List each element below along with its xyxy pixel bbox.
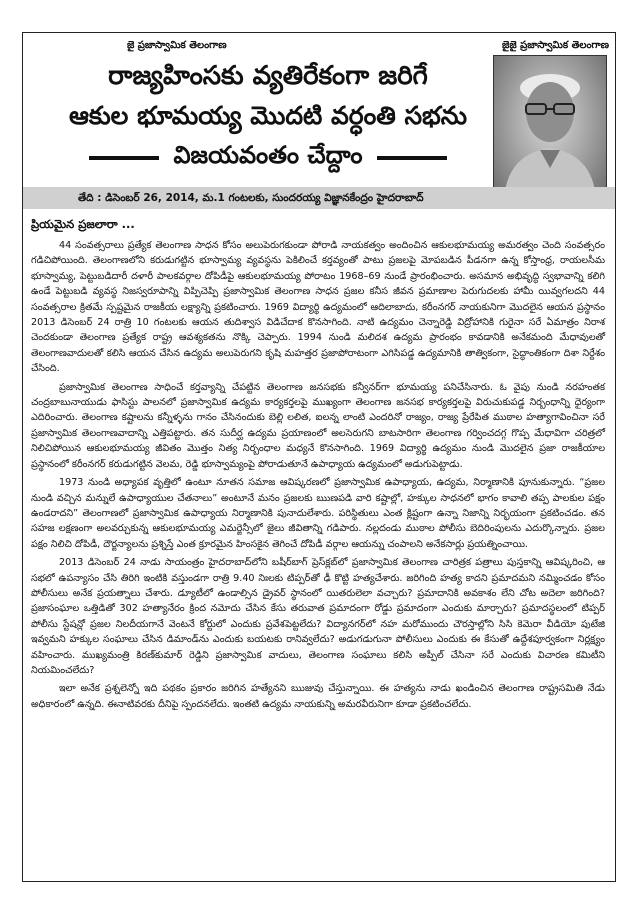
decorative-rule-left xyxy=(89,156,159,160)
decorative-rule-right xyxy=(377,156,447,160)
body-paragraph: 1973 నుండి అధ్యాపక వృత్తిలో ఉంటూ నూతన సమాజ ఆవిష్కరణలో ప్రజాస్వామిక ఉపాధ్యాయ, ఉద్యమ, నిర్మాణానికి పూనుకున్నారు. “ప్రజల నుండి వచ్చిన మన్నులే ఉపాధ్యాయుల చేతనాలు” అంటూనే మనం ప్రజలకు ఋణపడి వారి కష్టాల్లో, హక్కుల సాధనలో భాగం కావాలి తప్ప పాలకుల పక్షం ఉండరాదని” తెలంగాణలో ప్రజాస్వామిక ఉపాధ్యాయ నిర్మాణానికి పునాదులేశారు. పరిస్థితులు ఎంత క్లిష్టంగా ఉన్నా నిజాన్ని నిర్భయంగా ప్రకటించడం. తన సహజ లక్షణంగా అలవర్చుకున్న ఆకులభూమయ్య ఎమర్జెన్సీలో జైలు జీవితాన్ని గడిపారు. నల్లదండు ముఠాల పోలీసు బెదిరింపులను ఎదుర్కొన్నారు. ప్రజల పక్షం నిలిచి దోపిడీ, దౌర్జన్యాలను ప్రశ్నిస్తే ఎంత క్రూరమైన హింసకైన తెగించే దోపిడీ వర్గాల ఆయన్ను చంపాలని అనేకసార్లు ప్రయత్నించాయి. xyxy=(31,477,605,550)
headline-line-2: ఆకుల భూమయ్య మొదటి వర్ధంతి సభను xyxy=(68,101,468,130)
body-paragraph: 2013 డిసెంబర్ 24 నాడు సాయంత్రం హైదరాబాద్‌లోని బషీర్‌బాగ్ ప్రెస్‌క్లబ్‌లో ప్రజాస్వామిక తెలంగాణ చారిత్రక పత్రాలు పుస్తకాన్ని ఆవిష్కరించి, ఆ సభలో ఉపన్యాసం చేసి తిరిగి ఇంటికి వస్తుండగా రాత్రి 9.40 నిఃలకు టిప్పర్‌తో ఢీ కొట్టి హత్యచేశారు. జరిగింది హత్య కాదని ప్రమాదమని నమ్మించడం కోసం పోలీసులు అనేక ప్రయత్నాలు చేశారు. డ్యూటీలో ఉండాల్సిన డ్రైవర్ స్థానంలో యితరులెలా వచ్చారు? ప్రమాదానికి అవకాశం లేని చోట అదెలా జరిగింది? ప్రజాసంఘాల ఒత్తిడితో 302 హత్యానేరం క్రింద నమోదు చేసిన కేసు తరువాత ప్రమాదంగా రోడ్డు ప్రమాదంగా ఎందుకు మార్చారు? ప్రమాదస్థలంలో టిప్పర్ పోలీసు స్టేషన్లో ప్రజల నిలదీయగానే వెంటనే కోర్టులో ఎందుకు ప్రవేశపెట్టలేదు? విద్యానగర్‌లో నహ మరోముందు చౌరస్తాల్లోని సిసి కెమెరా వీడియో పుటేజి ఇవ్వమని హక్కుల సంఘాలు చేసిన డిమాండ్‌ను ఎందుకు బయటకు రానివ్వలేదు? అడుగడుగునా పోలీసులు ఎందుకు ఈ కేసుతో ఉద్దేశపూర్వకంగా నిర్లక్ష్యం వహించారు. ముఖ్యమంత్రి కిరణ్‌కుమార్ రెడ్డిని ప్రజాస్వామిక వాదులు, తెలంగాణ సంఘాలు కలిసి అప్పీల్ చేసినా సరే ఎందుకు విచారణ కమిటీని నియమించలేదు? xyxy=(31,557,605,676)
salutation: ప్రియమైన ప్రజలారా ... xyxy=(31,217,135,231)
headline-line-3: విజయవంతం చేద్దాం xyxy=(173,141,363,169)
portrait-photo xyxy=(493,55,607,199)
org-slogan-left: జై ప్రజాస్వామిక తెలంగాణ xyxy=(127,40,227,51)
org-slogan-right: జైజై ప్రజాస్వామిక తెలంగాణ xyxy=(502,40,609,51)
headline-line-1: రాజ్యహింసకు వ్యతిరేకంగా జరిగే xyxy=(108,61,428,91)
body-paragraph: 44 సంవత్సరాలు ప్రత్యేక తెలంగాణ సాధన కోసం అలుపెరుగకుండా పోరాడి నాయకత్వం అందించిన ఆకులభూమయ్య అమరత్వం చెంది సంవత్సరం గడిచిపోయింది. తెలంగాణలోని కరుడుగట్టిన భూస్వామ్య వ్యవస్థను పెకిలించే కర్తవ్యంతో పాటు ప్రజలపై మోపబడిన పీడనగా ఉన్న కోస్తాంధ్ర, రాయలసీమ భూస్వామ్య, పెట్టుబడిదారీ దళారీ పాలకవర్గాల దోపిడీపై ఆకులభూమయ్య పోరాటం 1968–69 నుండే ప్రారంభించారు. అసమాన అభివృద్ధి స్వభావాన్ని కలిగి ఉండే పెట్టుబడి వ్యవస్థ నిజస్వరూపాన్ని విప్పిచెప్పి ప్రజాస్వామిక తెలంగాణ సాధన ప్రజల కనీస జీవన ప్రమాణాల పెరుగుదలకు హామీ యివ్వగలదని 44 సంవత్సరాల క్రితమే స్పష్టమైన రాజకీయ లక్ష్యాన్ని ప్రకటించారు. 1969 విద్యార్థి ఉద్యమంలో ఆదిలాబాదు, కరీంనగర్ నాయకునిగా మొదలైన ఆయన ప్రస్థానం 2013 డిసెంబర్ 24 రాత్రి 10 గంటలకు ఆయన తుదిశ్వాస విడిచేదాక కొనసాగింది. నాటి ఉద్యమం చెన్నారెడ్డి విద్రోహానికి గురైనా సరే ఏమాత్రం నిరాశ చెందకుండా తెలంగాణ ప్రత్యేక రాష్ట్ర ఆవశ్యకతను నొక్కి చెప్పారు. 1994 నుండి మలిదశ ఉద్యమ ప్రారంభం కావడానికి అనేకమంది మేధావులతో తెలంగాణవాదులతో కలిసి ఆయన చేసిన ఉద్యమ అలుపెరుగని కృషి మహత్తర ప్రజాపోరాటంగా ఎగిసిపడ్డ ఉద్యమానికి తాత్వికంగా, సైద్ధాంతికంగా దిశా నిర్దేశం చేసింది. xyxy=(31,240,605,375)
body-paragraph: ఇలా అనేక ప్రశ్నలెన్నో ఇది పథకం ప్రకారం జరిగిన హత్యేనని ఋజువు చేస్తున్నాయి. ఈ హత్యను నాడు ఖండించిన తెలంగాణ రాష్ట్రసమితి నేడు అధికారంలో ఉన్నది. ఈనాటివరకు దీనిపై స్పందనలేదు. ఇంతటి ఉద్యమ నాయకున్ని అమరవీరునిగా కూడా ప్రకటించలేదు. xyxy=(31,683,605,710)
event-dateline: తేది : డిసెంబర్ 26, 2014, మ.1 గంటలకు, సుందరయ్య విజ్ఞానకేంద్రం హైదరాబాద్ xyxy=(23,187,615,209)
pamphlet-page xyxy=(22,32,616,882)
pamphlet-header xyxy=(23,33,615,209)
body-paragraph: ప్రజాస్వామిక తెలంగాణ సాధించే కర్తవ్యాన్ని చేపట్టిన తెలంగాణ జనసభకు కన్వీనర్‌గా భూమయ్య పనిచేసినారు. ఓ వైపు నుండి నరహంతక చంద్రబాబునాయుడు ఫాసిస్టు పాలనలో ప్రజాస్వామిక ఉద్యమ కార్యకర్తలపై ముఖ్యంగా తెలంగాణ జనసభ కార్యకర్తలపై విరుచుకుపడ్డ నిర్బంధాన్ని ధైర్యంగా ఎదిరించారు. తెలంగాణ కష్టాలను కన్నీళ్ళను గానం చేసినందుకు బెల్లి లలిత, ఐలన్న లాంటి ఎందరినో రాజ్యం, రాజ్య ప్రేరేపిత ముఠాల హత్యాగావించినా సరే ప్రజాస్వామిక తెలంగాణవాదాన్ని ఎత్తిపట్టారు. తన సుదీర్ఘ ఉద్యమ ప్రయాణంలో అలసెరుగని బాటసారిగా తెలంగాణ గర్వించదగ్గ గొప్ప మేధావిగా చరిత్రలో నిలిచిపోయిన ఆకులభూమయ్య జీవితం మొత్తం నిత్య నిర్బంధాల మధ్యనే కొనసాగింది. 1969 విద్యార్థి ఉద్యమం నుండి మొదలైన ప్రజా రాజకీయాల ప్రస్థానంలో కరీంనగర్ కరుడుగట్టిన వెలమ, రెడ్డి భూస్వామ్యంపై పోరాడుతూనే ఉపాధ్యాయ ఉద్యమంలో అడుగుపెట్టాడు. xyxy=(31,381,605,470)
headline-line-3-row xyxy=(53,141,483,175)
portrait-silhouette xyxy=(494,56,606,198)
pamphlet-body xyxy=(23,209,615,712)
